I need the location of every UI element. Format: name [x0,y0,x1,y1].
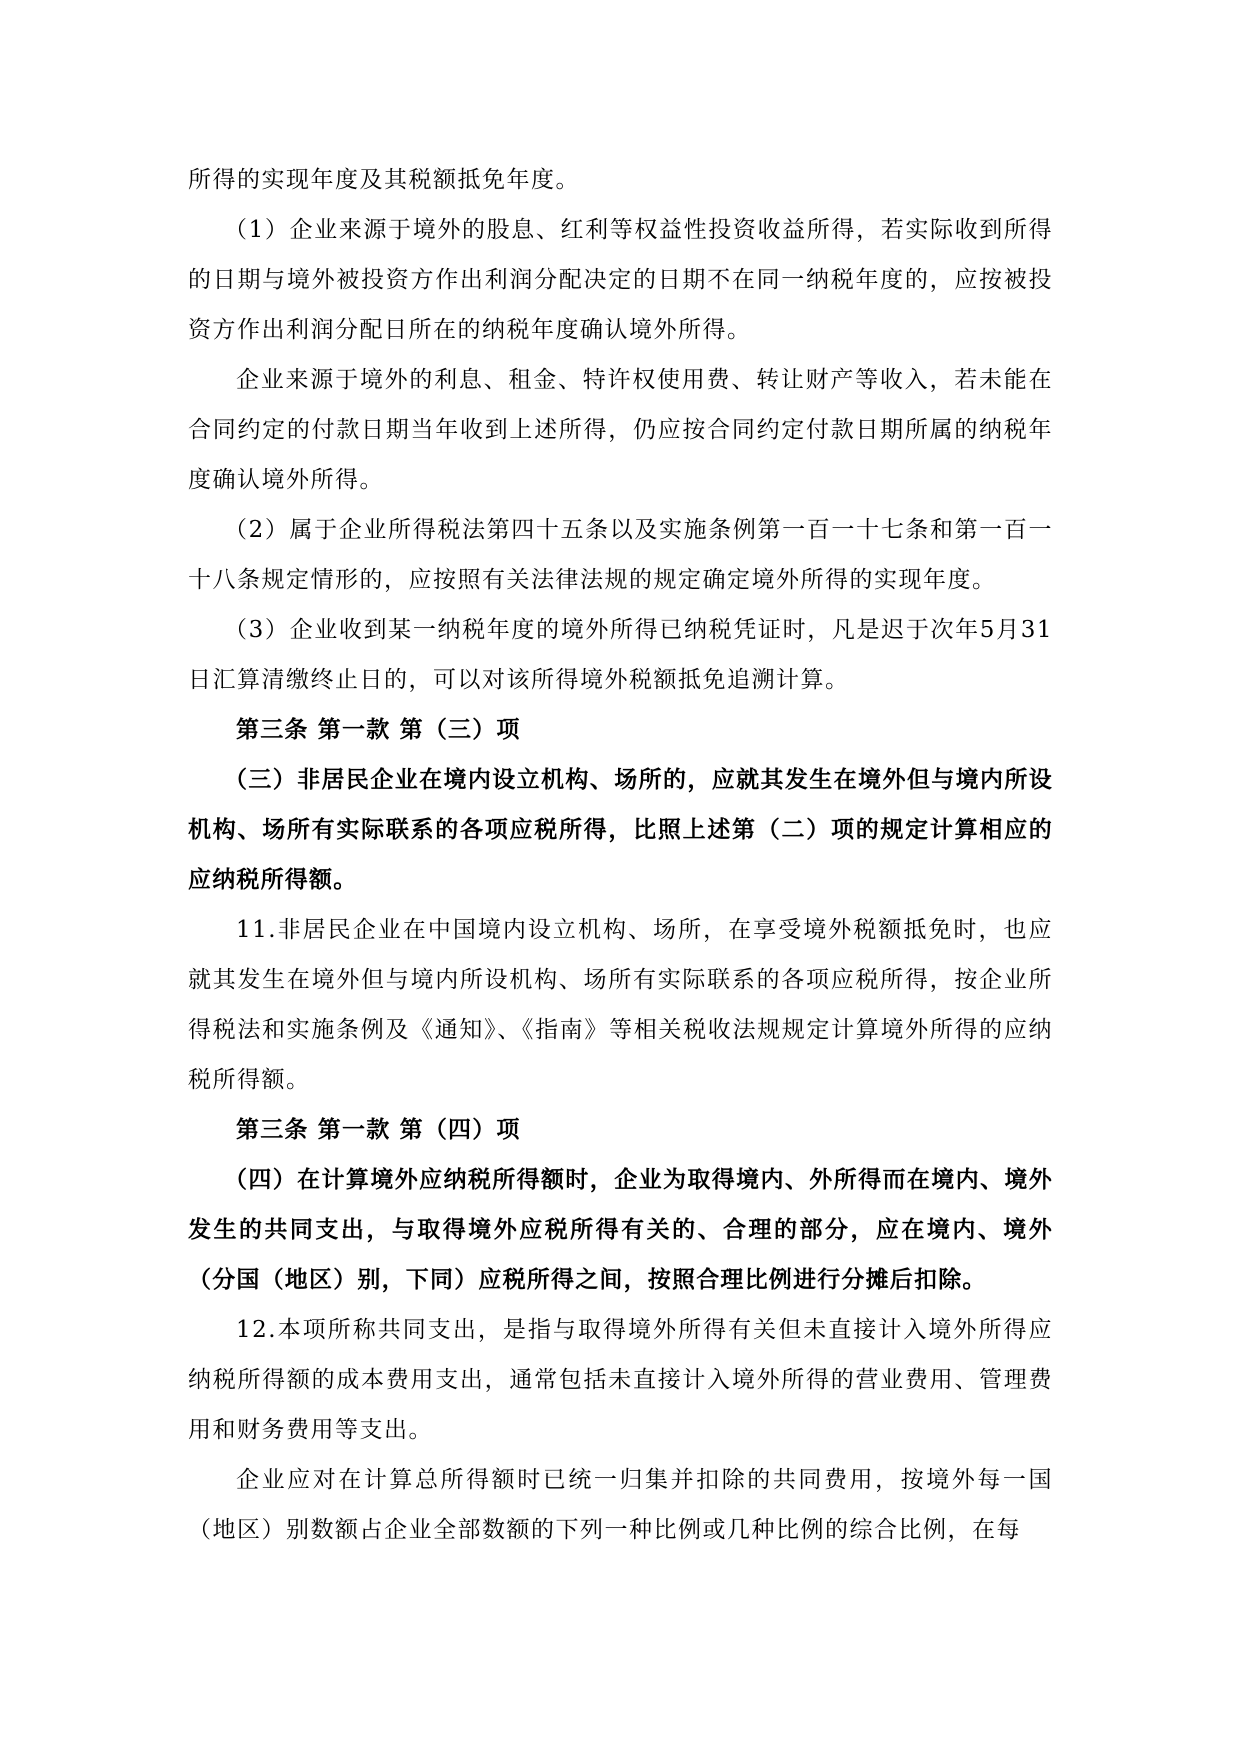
paragraph-interest-income: 企业来源于境外的利息、租金、特许权使用费、转让财产等收入，若未能在合同约定的付款日期当年收到上述所得，仍应按合同约定付款日期所属的纳税年度确认境外所得。 [188,367,1053,493]
paragraph-item-2: （2）属于企业所得税法第四十五条以及实施条例第一百一十七条和第一百一十八条规定情形的，应按照有关法律法规的规定确定境外所得的实现年度。 [188,517,1053,593]
document-body [188,155,1053,1555]
paragraph-common-expenses: 企业应对在计算总所得额时已统一归集并扣除的共同费用，按境外每一国（地区）别数额占企业全部数额的下列一种比例或几种比例的综合比例，在每 [188,1467,1053,1543]
paragraph-11: 11.非居民企业在中国境内设立机构、场所，在享受境外税额抵免时，也应就其发生在境外但与境内所设机构、场所有实际联系的各项应税所得，按企业所得税法和实施条例及《通知》、《指南》等相关税收法规规定计算境外所得的应纳税所得额。 [188,917,1053,1093]
paragraph-item-1: （1）企业来源于境外的股息、红利等权益性投资收益所得，若实际收到所得的日期与境外被投资方作出利润分配决定的日期不在同一纳税年度的，应按被投资方作出利润分配日所在的纳税年度确认境外所得。 [188,217,1053,343]
paragraph-continuation: 所得的实现年度及其税额抵免年度。 [188,167,580,193]
paragraph-12: 12.本项所称共同支出，是指与取得境外所得有关但未直接计入境外所得应纳税所得额的成本费用支出，通常包括未直接计入境外所得的营业费用、管理费用和财务费用等支出。 [188,1317,1053,1443]
law-text-item4: （四）在计算境外应纳税所得额时，企业为取得境内、外所得而在境内、境外发生的共同支出，与取得境外应税所得有关的、合理的部分，应在境内、境外（分国（地区）别，下同）应税所得之间，按照合理比例进行分摊后扣除。 [188,1166,1053,1293]
law-text-item3: （三）非居民企业在境内设立机构、场所的，应就其发生在境外但与境内所设机构、场所有实际联系的各项应税所得，比照上述第（二）项的规定计算相应的应纳税所得额。 [188,766,1053,893]
paragraph-item-3: （3）企业收到某一纳税年度的境外所得已纳税凭证时，凡是迟于次年5月31日汇算清缴终止日的，可以对该所得境外税额抵免追溯计算。 [188,617,1053,693]
section-heading-article3-item3: 第三条 第一款 第（三）项 [236,716,521,743]
section-heading-article3-item4: 第三条 第一款 第（四）项 [236,1116,521,1143]
